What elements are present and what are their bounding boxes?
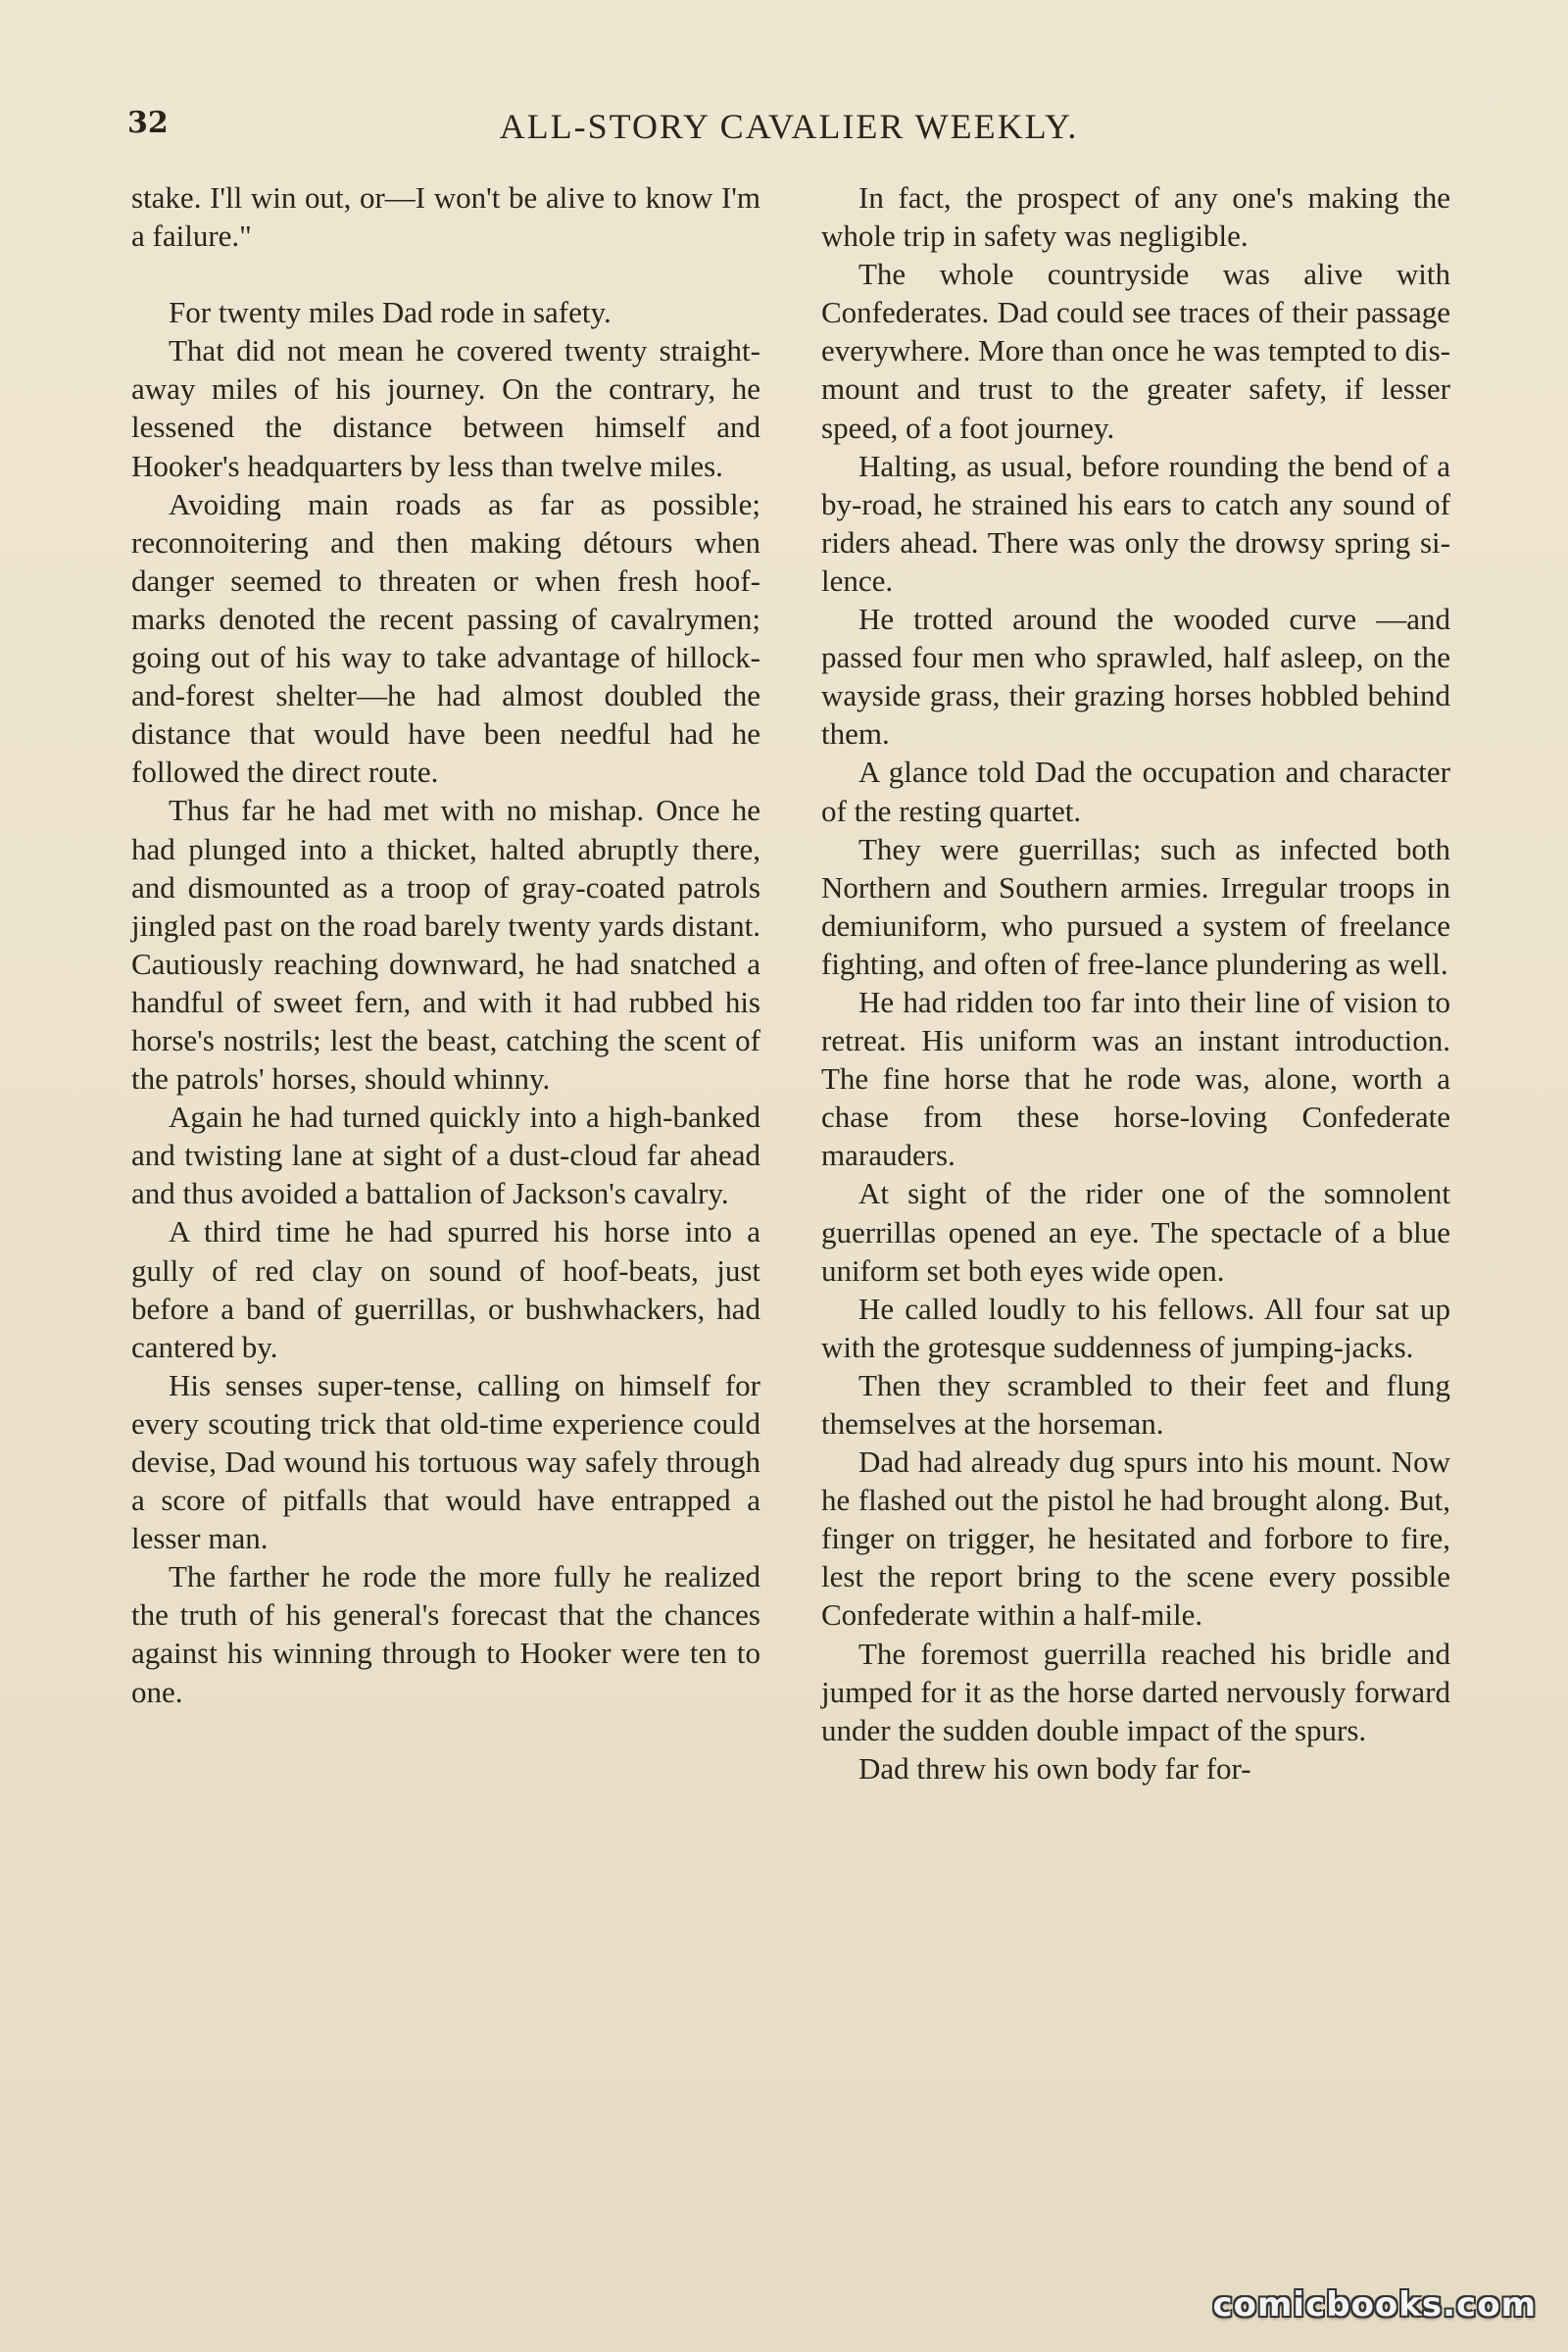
paragraph: Dad threw his own body far for-	[858, 1750, 1251, 1786]
paragraph: Halting, as usual, before rounding the bend of a by-road, he strained his ears to catch any sound of riders ahead. There was only the drowsy spring silence.	[821, 448, 1450, 598]
watermark: comicbooks.com	[1212, 2285, 1537, 2325]
running-title: ALL-STORY CAVALIER WEEKLY.	[499, 107, 1079, 146]
text-columns	[131, 178, 1450, 2236]
paragraph: He trotted around the wooded curve —and passed four men who sprawled, half asleep, on the wayside grass, their grazing horses hobbled behind them.	[821, 602, 1450, 752]
paragraph: He called loudly to his fellows. All four sat up with the grotesque suddenness of jumping-jacks.	[821, 1291, 1450, 1364]
paragraph: He had ridden too far into their line of vision to retreat. His uniform was an instant introduction. The fine horse that he rode was, alone, worth a chase from these horse-loving Confederate marauders.	[821, 984, 1450, 1173]
paragraph: The farther he rode the more fully he realized the truth of his general's forecast that the chances against his winning through to Hooker were ten to one.	[131, 1559, 760, 1709]
page-number: 32	[127, 106, 169, 140]
paragraph: Dad had already dug spurs into his mount. Now he flashed out the pistol he had brought along. But, finger on trigger, he hesitated and forbore to fire, lest the report bring to the scene every possible Confederate within a half-mile.	[821, 1445, 1450, 1633]
paragraph: Thus far he had met with no mishap. Once he had plunged into a thicket, halted abruptly there, and dismounted as a troop of gray-coated patrols jingled past on the road barely twenty yards distant. Cautiously reaching downward, he had snatched a handful of sweet fern, and with it had rubbed his horse's nostrils; lest the beast, catching the scent of the patrols' horses, should whinny.	[131, 793, 760, 1097]
paragraph: A glance told Dad the occupation and character of the resting quartet.	[821, 755, 1450, 828]
paragraph: His senses super-tense, calling on himself for every scouting trick that old-time experience could devise, Dad wound his tortuous way safely through a score of pitfalls that would have entrapped a lesser man.	[131, 1367, 760, 1556]
paragraph: They were guerrillas; such as infected both Northern and Southern armies. Irregular troops in demiuniform, who pursued a system of freelance fighting, and often of free-lance plundering as well.	[821, 831, 1450, 981]
paragraph: Again he had turned quickly into a high-banked and twisting lane at sight of a dust-cloud far ahead and thus avoided a battalion of Jackson's cavalry.	[131, 1100, 760, 1211]
paragraph: At sight of the rider one of the somnolent guerrillas opened an eye. The spectacle of a blue uniform set both eyes wide open.	[821, 1176, 1450, 1288]
paragraph: For twenty miles Dad rode in safety.	[169, 295, 612, 330]
paragraph: The whole countryside was alive with Confederates. Dad could see traces of their passage everywhere. More than once he was tempted to dismount and trust to the greater safety, if lesser speed, of a foot journey.	[821, 257, 1450, 445]
paragraph: Then they scrambled to their feet and flung themselves at the horseman.	[821, 1367, 1450, 1441]
paragraph: That did not mean he covered twenty straight-away miles of his journey. On the contrary, he lessened the distance between himself and Hooker's headquarters by less than twelve miles.	[131, 333, 760, 483]
right-column	[821, 178, 1450, 2236]
paragraph: A third time he had spurred his horse into a gully of red clay on sound of hoof-beats, just before a band of guerrillas, or bushwhackers, had cantered by.	[131, 1214, 760, 1364]
paragraph: Avoiding main roads as far as possible; reconnoitering and then making détours when danger seemed to threaten or when fresh hoof-marks denoted the recent passing of cavalrymen; going out of his way to take advantage of hillock-and-forest shelter—he had almost doubled the distance that would have been needful had he followed the direct route.	[131, 486, 760, 790]
paragraph: stake. I'll win out, or—I won't be alive to know I'm a failure."	[131, 180, 760, 254]
left-column	[131, 178, 760, 2236]
paragraph: The foremost guerrilla reached his bridle and jumped for it as the horse darted nervously forward under the sudden double impact of the spurs.	[821, 1636, 1450, 1747]
page-header	[127, 106, 1450, 155]
paragraph: In fact, the prospect of any one's making the whole trip in safety was negligible.	[821, 180, 1450, 254]
